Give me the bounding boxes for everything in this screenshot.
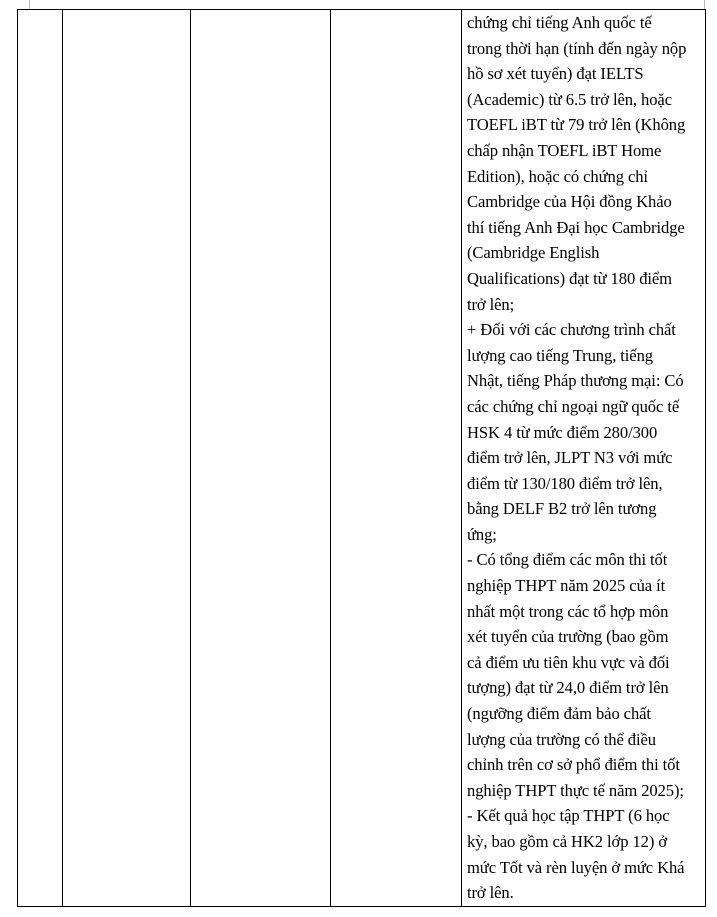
- requirement-exam-score: - Có tổng điểm các môn thi tốt nghiệp THPT năm 2025 của ít nhất một trong các tổ hợp môn xét tuyển của trường (bao gồm cả điểm ưu tiên khu vực và đối tượng) đạt từ 24,0 điểm trở lên (ngưỡng điểm đảm bảo chất lượng của trường có thể điều chỉnh trên cơ sở phổ điểm thi tốt nghiệp THPT thực tế năm 2025);: [467, 550, 684, 800]
- requirement-english-certificate: chứng chỉ tiếng Anh quốc tế trong thời hạn (tính đến ngày nộp hồ sơ xét tuyển) đạt IELTS (Academic) từ 6.5 trở lên, hoặc TOEFL iBT từ 79 trở lên (Không chấp nhận TOEFL iBT Home Edition), hoặc có chứng chỉ Cambridge của Hội đồng Khảo thí tiếng Anh Đại học Cambridge (Cambridge English Qualifications) đạt từ 180 điểm trở lên;: [467, 13, 687, 314]
- admission-criteria-table: [17, 9, 706, 907]
- table-row: [18, 10, 706, 907]
- table-cell-col-2: [63, 10, 191, 907]
- table-cell-col-4: [331, 10, 462, 907]
- page-top-left-mark: [29, 0, 30, 9]
- table-cell-col-1: [18, 10, 63, 907]
- table-cell-col-3: [191, 10, 331, 907]
- requirement-academic-record: - Kết quả học tập THPT (6 học kỳ, bao gồm cả HK2 lớp 12) ở mức Tốt và rèn luyện ở mức Khá trở lên.: [467, 806, 685, 903]
- page-top-right-mark: [704, 0, 705, 9]
- table-cell-requirements[interactable]: [462, 10, 706, 907]
- requirement-other-languages: + Đối với các chương trình chất lượng cao tiếng Trung, tiếng Nhật, tiếng Pháp thương mại: Có các chứng chỉ ngoại ngữ quốc tế HSK 4 từ mức điểm 280/300 điểm trở lên, JLPT N3 với mức điểm từ 130/180 điểm trở lên, bằng DELF B2 trở lên tương ứng;: [467, 320, 684, 544]
